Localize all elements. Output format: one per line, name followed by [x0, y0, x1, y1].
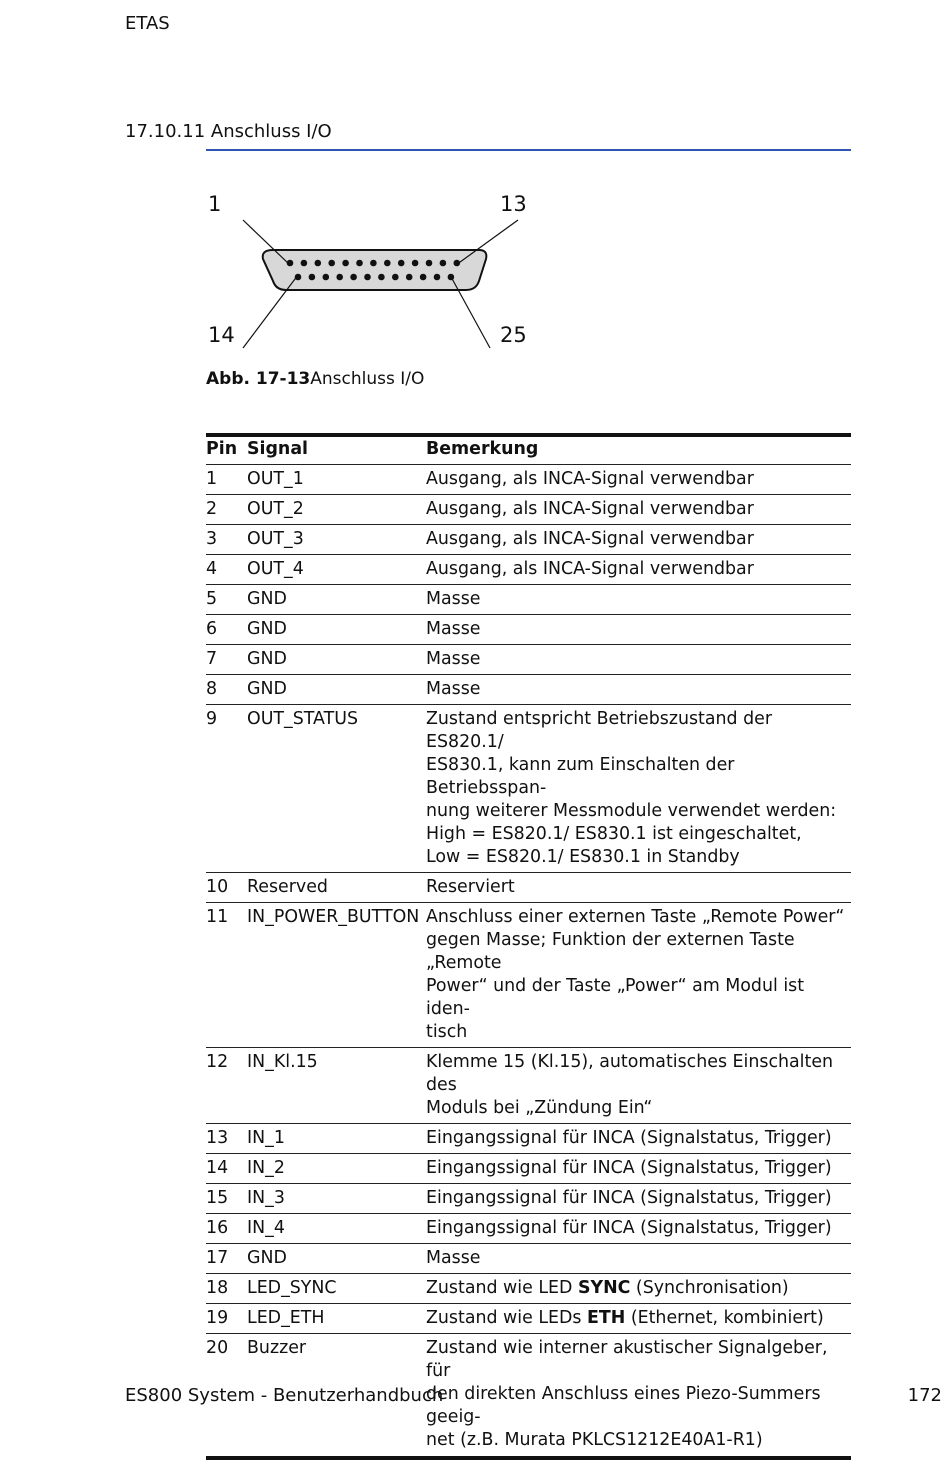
cell-pin: 6	[206, 615, 247, 645]
cell-remark	[426, 1124, 851, 1154]
cell-pin: 19	[206, 1304, 247, 1334]
cell-signal: GND	[247, 585, 426, 615]
figure-caption	[206, 369, 424, 389]
cell-remark	[426, 1274, 851, 1304]
cell-signal: IN_1	[247, 1124, 426, 1154]
table-row	[206, 873, 851, 903]
remark-line: tisch	[426, 1022, 468, 1042]
pin-assignment-table	[206, 433, 851, 1460]
remark-text: Zustand wie LED	[426, 1278, 578, 1298]
cell-signal: OUT_4	[247, 555, 426, 585]
header-signal: Signal	[247, 435, 426, 465]
footer-title: ES800 System - Benutzerhandbuch	[125, 1385, 444, 1406]
remark-line: nung weiterer Messmodule verwendet werden:	[426, 801, 837, 821]
table-row	[206, 1124, 851, 1154]
cell-remark	[426, 645, 851, 675]
cell-pin: 15	[206, 1184, 247, 1214]
table-header-row	[206, 435, 851, 465]
section-heading: 17.10.11 Anschluss I/O	[125, 121, 332, 142]
cell-pin: 7	[206, 645, 247, 675]
remark-line: Ausgang, als INCA-Signal verwendbar	[426, 559, 754, 579]
cell-remark	[426, 495, 851, 525]
connector-pin	[364, 274, 371, 281]
cell-remark	[426, 465, 851, 495]
cell-signal: IN_3	[247, 1184, 426, 1214]
cell-pin: 1	[206, 465, 247, 495]
connector-pin	[406, 274, 413, 281]
remark-text: (Synchronisation)	[630, 1278, 789, 1298]
table-row	[206, 465, 851, 495]
section-rule	[206, 149, 851, 151]
table-row	[206, 1048, 851, 1124]
remark-line: High = ES820.1/ ES830.1 ist eingeschaltet,	[426, 824, 802, 844]
header-brand: ETAS	[125, 13, 170, 34]
remark-line: Masse	[426, 589, 481, 609]
cell-remark	[426, 1184, 851, 1214]
page-number: 172	[907, 1385, 942, 1406]
cell-pin: 17	[206, 1244, 247, 1274]
connector-pin	[309, 274, 316, 281]
cell-signal: Reserved	[247, 873, 426, 903]
cell-signal: OUT_1	[247, 465, 426, 495]
table-row	[206, 555, 851, 585]
cell-pin: 9	[206, 705, 247, 873]
cell-remark	[426, 1304, 851, 1334]
remark-line: Masse	[426, 679, 481, 699]
remark-line: Low = ES820.1/ ES830.1 in Standby	[426, 847, 740, 867]
connector-pin	[336, 274, 343, 281]
remark-emphasis: ETH	[587, 1308, 626, 1328]
connector-pin	[398, 260, 405, 267]
cell-remark	[426, 1048, 851, 1124]
pin-label-13: 13	[500, 192, 527, 216]
header-remark: Bemerkung	[426, 435, 851, 465]
cell-remark	[426, 873, 851, 903]
cell-signal: GND	[247, 615, 426, 645]
connector-shell	[263, 250, 487, 290]
cell-remark	[426, 555, 851, 585]
cell-pin: 12	[206, 1048, 247, 1124]
remark-line: Zustand wie interner akustischer Signalgeber, für	[426, 1338, 828, 1381]
cell-remark	[426, 705, 851, 873]
table-row	[206, 675, 851, 705]
remark-line: Klemme 15 (Kl.15), automatisches Einschalten des	[426, 1052, 834, 1095]
connector-pin	[384, 260, 391, 267]
table-row	[206, 1214, 851, 1244]
table-row	[206, 1184, 851, 1214]
connector-pin	[328, 260, 335, 267]
remark-line: den direkten Anschluss eines Piezo-Summers geeig-	[426, 1384, 821, 1427]
connector-pin	[412, 260, 419, 267]
remark-line: Ausgang, als INCA-Signal verwendbar	[426, 469, 754, 489]
connector-pin	[323, 274, 330, 281]
remark-emphasis: SYNC	[577, 1278, 631, 1298]
connector-pin	[356, 260, 363, 267]
cell-pin: 11	[206, 903, 247, 1048]
remark-line: Power“ und der Taste „Power“ am Modul ist iden-	[426, 976, 805, 1019]
cell-signal: Buzzer	[247, 1334, 426, 1459]
cell-signal: LED_SYNC	[247, 1274, 426, 1304]
pin-label-1: 1	[208, 192, 222, 216]
cell-signal: IN_2	[247, 1154, 426, 1184]
remark-line: Anschluss einer externen Taste „Remote Power“	[426, 907, 845, 927]
remark-line: Eingangssignal für INCA (Signalstatus, Trigger)	[426, 1188, 832, 1208]
cell-pin: 5	[206, 585, 247, 615]
dsub25-connector-figure	[200, 185, 540, 355]
remark-line: Ausgang, als INCA-Signal verwendbar	[426, 529, 754, 549]
remark-text: (Ethernet, kombiniert)	[625, 1308, 824, 1328]
cell-pin: 8	[206, 675, 247, 705]
table-row	[206, 1304, 851, 1334]
cell-signal: IN_Kl.15	[247, 1048, 426, 1124]
remark-line: Eingangssignal für INCA (Signalstatus, Trigger)	[426, 1218, 832, 1238]
figure-caption-text: Anschluss I/O	[310, 369, 425, 389]
cell-signal: OUT_2	[247, 495, 426, 525]
table-row	[206, 1274, 851, 1304]
cell-remark	[426, 585, 851, 615]
table-row	[206, 495, 851, 525]
connector-pin	[434, 274, 441, 281]
table-row	[206, 525, 851, 555]
pin-table-body	[206, 465, 851, 1459]
cell-pin: 18	[206, 1274, 247, 1304]
cell-pin: 13	[206, 1124, 247, 1154]
connector-pin	[420, 274, 427, 281]
header-pin: Pin	[206, 435, 247, 465]
remark-line: Masse	[426, 1248, 481, 1268]
remark-line: net (z.B. Murata PKLCS1212E40A1-R1)	[426, 1430, 763, 1450]
remark-line: Masse	[426, 619, 481, 639]
connector-pin	[440, 260, 447, 267]
cell-remark	[426, 615, 851, 645]
remark-line: Moduls bei „Zündung Ein“	[426, 1098, 653, 1118]
cell-remark	[426, 903, 851, 1048]
figure-caption-number: Abb. 17-13	[206, 369, 311, 389]
cell-remark	[426, 675, 851, 705]
cell-remark	[426, 525, 851, 555]
remark-line: Reserviert	[426, 877, 515, 897]
cell-signal: OUT_3	[247, 525, 426, 555]
connector-pin	[350, 274, 357, 281]
table-row	[206, 705, 851, 873]
cell-pin: 4	[206, 555, 247, 585]
connector-pin	[342, 260, 349, 267]
remark-line: Zustand entspricht Betriebszustand der ES820.1/	[426, 709, 773, 752]
cell-pin: 16	[206, 1214, 247, 1244]
cell-signal: OUT_STATUS	[247, 705, 426, 873]
table-row	[206, 615, 851, 645]
cell-signal: GND	[247, 1244, 426, 1274]
table-row	[206, 585, 851, 615]
cell-pin: 10	[206, 873, 247, 903]
cell-signal: LED_ETH	[247, 1304, 426, 1334]
cell-remark	[426, 1244, 851, 1274]
leader-line-14	[243, 275, 298, 348]
connector-pin	[392, 274, 399, 281]
remark-line: Ausgang, als INCA-Signal verwendbar	[426, 499, 754, 519]
pin-label-14: 14	[208, 323, 235, 347]
cell-signal: GND	[247, 645, 426, 675]
remark-line: Eingangssignal für INCA (Signalstatus, Trigger)	[426, 1158, 832, 1178]
cell-remark	[426, 1154, 851, 1184]
remark-line: ES830.1, kann zum Einschalten der Betriebsspan-	[426, 755, 735, 798]
table-row	[206, 645, 851, 675]
remark-text: Zustand wie LEDs	[426, 1308, 587, 1328]
connector-pin	[301, 260, 308, 267]
cell-pin: 14	[206, 1154, 247, 1184]
table-row	[206, 903, 851, 1048]
table-row	[206, 1244, 851, 1274]
cell-remark	[426, 1334, 851, 1459]
cell-remark	[426, 1214, 851, 1244]
cell-signal: IN_POWER_BUTTON	[247, 903, 426, 1048]
table-row	[206, 1154, 851, 1184]
connector-pin	[378, 274, 385, 281]
cell-pin: 2	[206, 495, 247, 525]
connector-pin	[370, 260, 377, 267]
cell-signal: GND	[247, 675, 426, 705]
connector-pin	[315, 260, 322, 267]
remark-line: Eingangssignal für INCA (Signalstatus, Trigger)	[426, 1128, 832, 1148]
connector-pin	[426, 260, 433, 267]
connector-pin	[295, 274, 302, 281]
cell-signal: IN_4	[247, 1214, 426, 1244]
cell-pin: 3	[206, 525, 247, 555]
remark-line: Masse	[426, 649, 481, 669]
remark-line: gegen Masse; Funktion der externen Taste „Remote	[426, 930, 795, 973]
cell-pin: 20	[206, 1334, 247, 1459]
pin-label-25: 25	[500, 323, 527, 347]
